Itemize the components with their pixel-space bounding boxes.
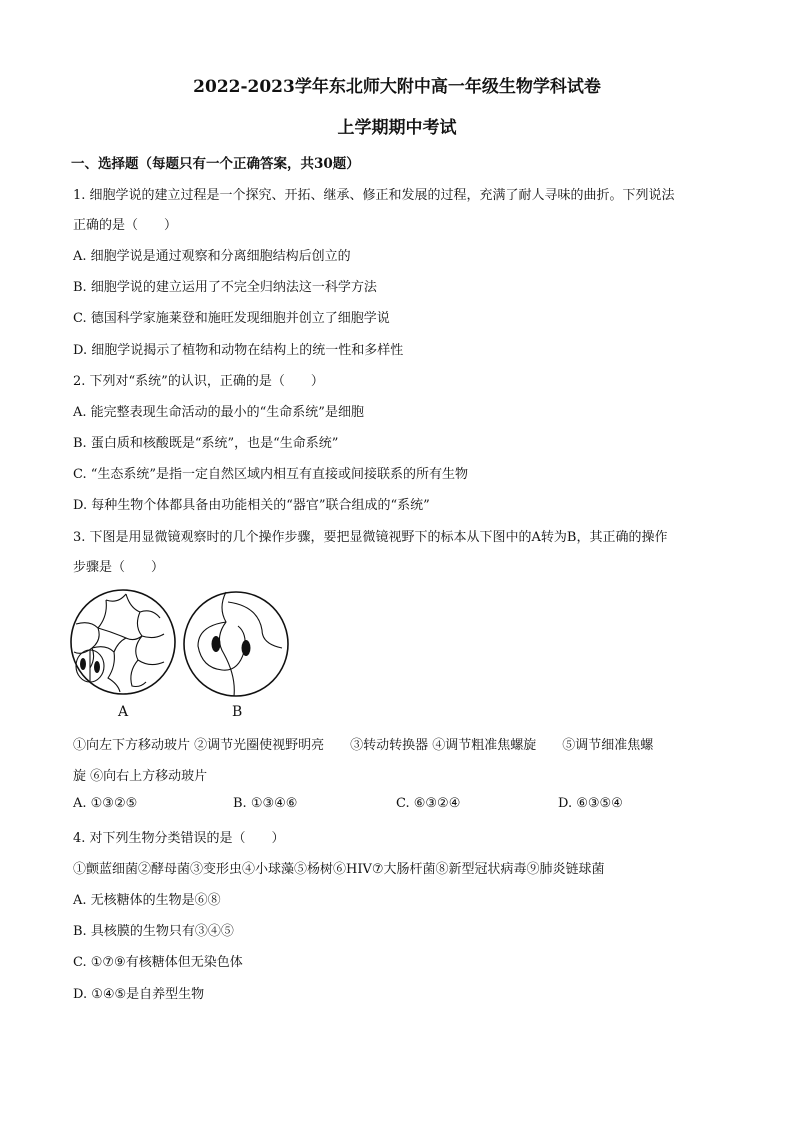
section-heading: 一、选择题（每题只有一个正确答案，共30题）: [71, 156, 360, 172]
q3-stem-line2: 步骤是（ ）: [73, 560, 165, 575]
microscope-field-diagram: [68, 582, 298, 722]
field-b: [184, 592, 288, 696]
q2-option-b: B. 蛋白质和核酸既是“系统”，也是“生命系统”: [73, 436, 339, 451]
field-a-label: A: [118, 704, 129, 720]
q3-option-a: A. ①③②⑤: [73, 796, 138, 811]
q4-option-c: C. ①⑦⑨有核糖体但无染色体: [73, 955, 243, 970]
q2-stem: 2. 下列对“系统”的认识，正确的是（ ）: [73, 374, 324, 389]
q2-option-c: C. “生态系统”是指一定自然区域内相互有直接或间接联系的所有生物: [73, 467, 469, 482]
q4-stem: 4. 对下列生物分类错误的是（ ）: [73, 831, 285, 846]
q3-stem-line1: 3. 下图是用显微镜观察时的几个操作步骤，要把显微镜视野下的标本从下图中的A转为B，其正确的操作: [73, 530, 668, 545]
q2-option-d: D. 每种生物个体都具备由功能相关的“器官”联合组成的“系统”: [73, 498, 430, 513]
q1-option-b: B. 细胞学说的建立运用了不完全归纳法这一科学方法: [73, 280, 377, 295]
field-b-label: B: [232, 704, 243, 720]
q3-option-d: D. ⑥③⑤④: [558, 796, 623, 811]
exam-subtitle: 上学期期中考试: [337, 118, 457, 138]
q1-option-a: A. 细胞学说是通过观察和分离细胞结构后创立的: [73, 249, 351, 264]
q3-option-b: B. ①③④⑥: [233, 796, 298, 811]
field-a: [71, 590, 175, 694]
q2-option-a: A. 能完整表现生命活动的最小的“生命系统”是细胞: [73, 405, 364, 420]
q1-stem-line2: 正确的是（ ）: [73, 218, 178, 233]
q1-option-c: C. 德国科学家施莱登和施旺发现细胞并创立了细胞学说: [73, 311, 390, 326]
q4-option-b: B. 具核膜的生物只有③④⑤: [73, 924, 234, 939]
q4-option-a: A. 无核糖体的生物是⑥⑧: [73, 893, 221, 908]
q4-organism-list: ①颤蓝细菌②酵母菌③变形虫④小球藻⑤杨树⑥HIV⑦大肠杆菌⑧新型冠状病毒⑨肺炎链球菌: [73, 862, 605, 877]
q1-stem-line1: 1. 细胞学说的建立过程是一个探究、开拓、继承、修正和发展的过程，充满了耐人寻味的曲折。下列说法: [73, 188, 675, 203]
exam-title: 2022-2023学年东北师大附中高一年级生物学科试卷: [193, 77, 601, 97]
q3-steps-line1: ①向左下方移动玻片 ②调节光圈使视野明亮 ③转动转换器 ④调节粗准焦螺旋 ⑤调节细准焦螺: [73, 738, 654, 753]
q1-option-d: D. 细胞学说揭示了植物和动物在结构上的统一性和多样性: [73, 343, 404, 358]
q3-steps-line2: 旋 ⑥向右上方移动玻片: [73, 769, 208, 784]
q4-option-d: D. ①④⑤是自养型生物: [73, 987, 205, 1002]
q3-option-c: C. ⑥③②④: [396, 796, 461, 811]
